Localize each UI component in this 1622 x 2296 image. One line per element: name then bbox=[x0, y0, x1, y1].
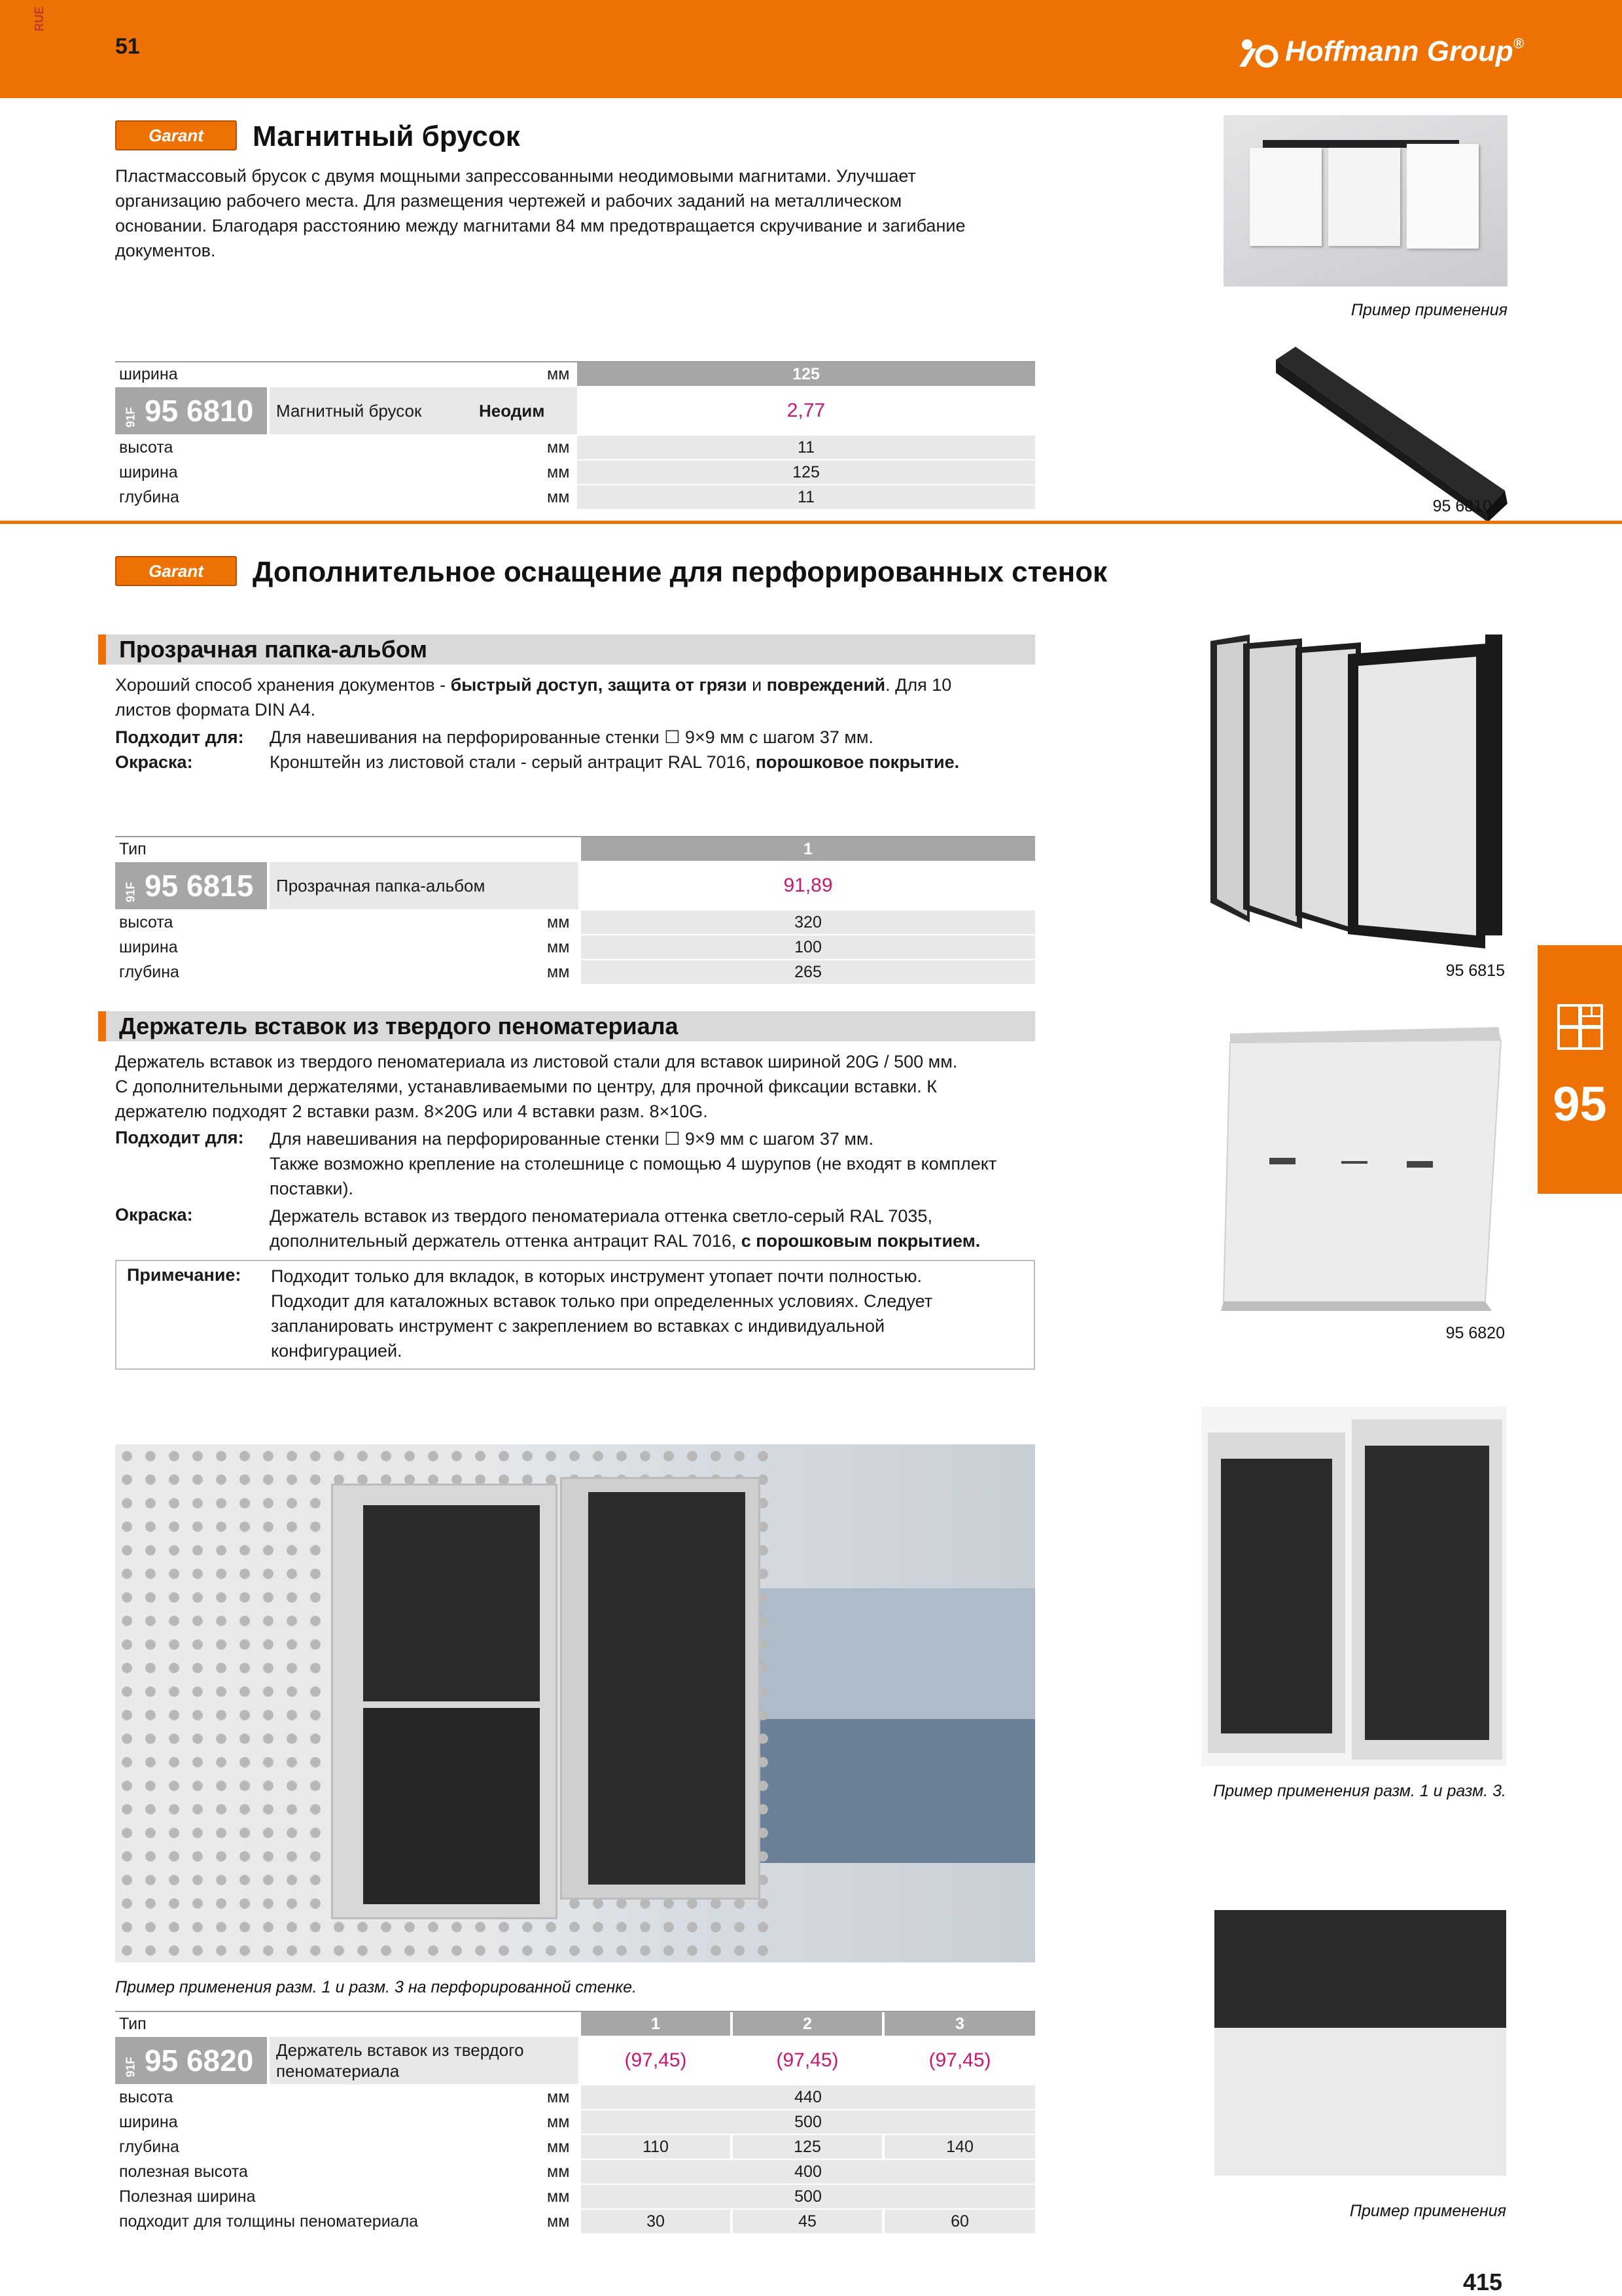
note-box bbox=[115, 1260, 1035, 1370]
document-sheet bbox=[1407, 144, 1479, 249]
row-unit: мм bbox=[547, 488, 570, 506]
holder-size3 bbox=[1352, 1419, 1502, 1760]
row-unit: мм bbox=[547, 2138, 570, 2156]
header-label: Тип bbox=[119, 2015, 147, 2033]
product-desc bbox=[270, 387, 577, 434]
price: 91,89 bbox=[783, 875, 833, 896]
row-label: ширина bbox=[119, 463, 178, 481]
fits-value: Для навешивания на перфорированные стенки ☐ 9×9 мм с шагом 37 мм. bbox=[270, 727, 873, 747]
row-value: 30 bbox=[581, 2210, 730, 2233]
row-label: глубина bbox=[119, 488, 179, 506]
product-code bbox=[115, 387, 267, 434]
desc-text: Прозрачная папка-альбом bbox=[276, 876, 485, 896]
fits-value bbox=[270, 1126, 1042, 1201]
product-code bbox=[115, 2037, 267, 2084]
desc-line: держателю подходят 2 вставки разм. 8×20G или 4 вставки разм. 8×10G. bbox=[115, 1102, 708, 1121]
row-unit: мм bbox=[547, 913, 570, 931]
header-unit: мм bbox=[547, 365, 570, 383]
holder-right bbox=[560, 1477, 760, 1900]
text: листов формата DIN A4. bbox=[115, 700, 316, 720]
text: Держатель вставок из твердого пеноматериала оттенка светло-серый RAL 7035, bbox=[270, 1206, 932, 1226]
foam-insert-screwdrivers bbox=[1214, 1910, 1506, 2028]
foam-insert-pliers bbox=[363, 1505, 540, 1701]
brand-name: Hoffmann Group bbox=[1285, 35, 1513, 67]
row-unit: мм bbox=[547, 2212, 570, 2231]
foam-holder-table bbox=[115, 2011, 1035, 2246]
text-bold: порошковое покрытие. bbox=[755, 752, 960, 772]
foam-insert bbox=[1221, 1459, 1332, 1733]
paint-label: Окраска: bbox=[115, 752, 193, 772]
desc-line: Держатель вставок из твердого пеноматериала из листовой стали для вставок шириной 20G / 500 мм. bbox=[115, 1052, 958, 1071]
paint-label: Окраска: bbox=[115, 1205, 193, 1225]
desc-line: основании. Благодаря расстоянию между магнитами 84 мм предотвращается скручивание и загибание bbox=[115, 216, 966, 235]
application-example-image bbox=[1224, 115, 1507, 287]
text: . Для 10 bbox=[885, 675, 952, 695]
fits-label: Подходит для: bbox=[115, 727, 244, 747]
subsection-title-foam-holder: Держатель вставок из твердого пеноматериала bbox=[98, 1011, 1035, 1041]
foam-insert-screwdrivers bbox=[363, 1708, 540, 1904]
desc-text: Магнитный брусок bbox=[276, 401, 422, 421]
text: Подходит для каталожных вставок только при определенных условиях. Следует bbox=[271, 1291, 933, 1311]
text: поставки). bbox=[270, 1179, 353, 1198]
language-code: RUE bbox=[33, 6, 46, 31]
foam-holder-description bbox=[115, 1049, 1044, 1124]
text-bold: повреждений bbox=[766, 675, 886, 695]
row-value: 100 bbox=[581, 935, 1035, 959]
holder-size1 bbox=[1208, 1433, 1345, 1753]
text-bold: быстрый доступ, защита от грязи bbox=[450, 675, 747, 695]
desc-text: пеноматериала bbox=[276, 2061, 400, 2081]
row-value: 60 bbox=[885, 2210, 1035, 2233]
code-number: 95 6810 bbox=[145, 394, 254, 428]
magnetic-bar-table bbox=[115, 361, 1035, 512]
row-unit: мм bbox=[547, 2113, 570, 2131]
row-value: 140 bbox=[885, 2135, 1035, 2159]
row-label: подходит для толщины пеноматериала bbox=[119, 2212, 419, 2231]
row-unit: мм bbox=[547, 2088, 570, 2106]
row-value: 320 bbox=[581, 911, 1035, 934]
magnetic-bar-description bbox=[115, 164, 1044, 263]
holder-example-image bbox=[1201, 1406, 1506, 1766]
text: Подходит только для вкладок, в которых инструмент утопает почти полностью. bbox=[271, 1266, 922, 1286]
material-text: Неодим bbox=[479, 401, 545, 421]
row-value: 265 bbox=[581, 960, 1035, 984]
page-number: 415 bbox=[1463, 2269, 1503, 2295]
image-caption: Пример применения bbox=[1349, 2202, 1506, 2220]
row-unit: мм bbox=[547, 963, 570, 981]
code-number: 95 6815 bbox=[145, 869, 254, 903]
row-value: 440 bbox=[581, 2085, 1035, 2109]
row-value: 11 bbox=[577, 436, 1035, 459]
section-divider bbox=[0, 521, 1622, 524]
section-title-magnetic-bar: Магнитный брусок bbox=[253, 120, 520, 152]
subsection-title-album: Прозрачная папка-альбом bbox=[98, 635, 1035, 665]
row-unit: мм bbox=[547, 463, 570, 481]
magnetic-bar-product-image bbox=[1269, 340, 1511, 523]
paint-value bbox=[270, 752, 959, 773]
product-desc bbox=[270, 862, 578, 909]
row-label: глубина bbox=[119, 963, 179, 981]
code-tag: 91F bbox=[124, 2057, 137, 2078]
text: Хороший способ хранения документов - bbox=[115, 675, 451, 695]
row-label: полезная высота bbox=[119, 2163, 248, 2181]
row-label: высота bbox=[119, 913, 173, 931]
row-unit: мм bbox=[547, 2187, 570, 2206]
perforated-wall-example-photo bbox=[115, 1444, 1035, 1962]
chapter-page: 51 bbox=[115, 34, 140, 59]
text: конфигурацией. bbox=[271, 1341, 402, 1361]
code-tag: 91F bbox=[124, 882, 137, 903]
row-unit: мм bbox=[547, 438, 570, 457]
type-header: 3 bbox=[885, 2012, 1035, 2036]
image-caption: Пример применения разм. 1 и разм. 3. bbox=[1213, 1782, 1506, 1800]
holder-body bbox=[1214, 2028, 1506, 2176]
foam-holder-product-image bbox=[1217, 1027, 1511, 1315]
row-unit: мм bbox=[547, 2163, 570, 2181]
photo-caption: Пример применения разм. 1 и разм. 3 на перфорированной стенке. bbox=[115, 1978, 637, 1996]
paint-value bbox=[270, 1204, 1042, 1253]
header-value: 125 bbox=[577, 362, 1035, 386]
price: (97,45) bbox=[928, 2049, 991, 2071]
desc-line: С дополнительными держателями, устанавливаемыми по центру, для прочной фиксации вставки. К bbox=[115, 1077, 937, 1096]
header-value: 1 bbox=[581, 837, 1035, 861]
row-value: 500 bbox=[581, 2110, 1035, 2134]
document-sheet bbox=[1328, 148, 1400, 246]
desc-line: организацию рабочего места. Для размещения чертежей и рабочих заданий на металлическом bbox=[115, 191, 902, 211]
row-value: 110 bbox=[581, 2135, 730, 2159]
row-label: ширина bbox=[119, 938, 178, 956]
chapter-tab[interactable] bbox=[1538, 945, 1622, 1194]
type-header: 1 bbox=[581, 2012, 730, 2036]
text: дополнительный держатель оттенка антрацит RAL 7016, bbox=[270, 1231, 741, 1251]
type-header: 2 bbox=[733, 2012, 882, 2036]
row-label: ширина bbox=[119, 2113, 178, 2131]
album-table bbox=[115, 836, 1035, 986]
row-value: 125 bbox=[733, 2135, 882, 2159]
product-code-caption: 95 6820 bbox=[1445, 1324, 1505, 1342]
chapter-number: 95 bbox=[1553, 1077, 1607, 1131]
section-title-perforated-walls: Дополнительное оснащение для перфорированных стенок bbox=[253, 556, 1108, 588]
note-text bbox=[271, 1264, 1023, 1363]
row-value: 125 bbox=[577, 461, 1035, 484]
text: Для навешивания на перфорированные стенки ☐ 9×9 мм с шагом 37 мм. bbox=[270, 1129, 873, 1149]
row-value: 11 bbox=[577, 485, 1035, 509]
header-label: Тип bbox=[119, 840, 147, 858]
header-label: ширина bbox=[119, 365, 178, 383]
row-value: 45 bbox=[733, 2210, 882, 2233]
product-desc bbox=[270, 2037, 578, 2084]
note-label: Примечание: bbox=[127, 1265, 241, 1285]
text-bold: с порошковым покрытием. bbox=[741, 1231, 981, 1251]
product-code-caption: 95 6810 bbox=[1432, 497, 1492, 515]
text: и bbox=[747, 675, 767, 695]
row-value: 500 bbox=[581, 2185, 1035, 2208]
chapter-grid-icon bbox=[1557, 1004, 1603, 1050]
garant-badge: Garant bbox=[115, 556, 237, 586]
code-number: 95 6820 bbox=[145, 2044, 254, 2078]
foam-insert-tools bbox=[588, 1492, 745, 1885]
foam-insert bbox=[1365, 1446, 1489, 1740]
text: Также возможно крепление на столешнице с помощью 4 шурупов (не входят в комплект bbox=[270, 1154, 997, 1174]
desc-line: документов. bbox=[115, 241, 216, 260]
product-code bbox=[115, 862, 267, 909]
price: (97,45) bbox=[776, 2049, 839, 2071]
album-description bbox=[115, 672, 1044, 722]
row-value: 400 bbox=[581, 2160, 1035, 2183]
row-label: глубина bbox=[119, 2138, 179, 2156]
row-label: высота bbox=[119, 438, 173, 457]
document-sheet bbox=[1250, 148, 1322, 246]
brand-trademark: ® bbox=[1513, 35, 1524, 52]
garant-badge: Garant bbox=[115, 120, 237, 150]
fits-label: Подходит для: bbox=[115, 1128, 244, 1147]
album-product-image bbox=[1197, 628, 1511, 955]
hoffmann-mark-icon bbox=[1237, 38, 1280, 68]
code-tag: 91F bbox=[124, 407, 137, 428]
price: 2,77 bbox=[786, 400, 826, 421]
holder-single-example-image bbox=[1214, 1910, 1506, 2176]
price: (97,45) bbox=[624, 2049, 687, 2071]
image-caption: Пример применения bbox=[1350, 301, 1507, 319]
text: запланировать инструмент с закреплением во вставках с индивидуальной bbox=[271, 1316, 885, 1336]
hoffmann-logo[interactable] bbox=[1237, 35, 1577, 75]
holder-left bbox=[331, 1484, 557, 1919]
row-label: высота bbox=[119, 2088, 173, 2106]
desc-text: Держатель вставок из твердого bbox=[276, 2040, 524, 2060]
row-unit: мм bbox=[547, 938, 570, 956]
desc-line: Пластмассовый брусок с двумя мощными запрессованными неодимовыми магнитами. Улучшает bbox=[115, 166, 916, 186]
text: Кронштейн из листовой стали - серый антрацит RAL 7016, bbox=[270, 752, 756, 772]
product-code-caption: 95 6815 bbox=[1445, 962, 1505, 980]
row-label: Полезная ширина bbox=[119, 2187, 256, 2206]
